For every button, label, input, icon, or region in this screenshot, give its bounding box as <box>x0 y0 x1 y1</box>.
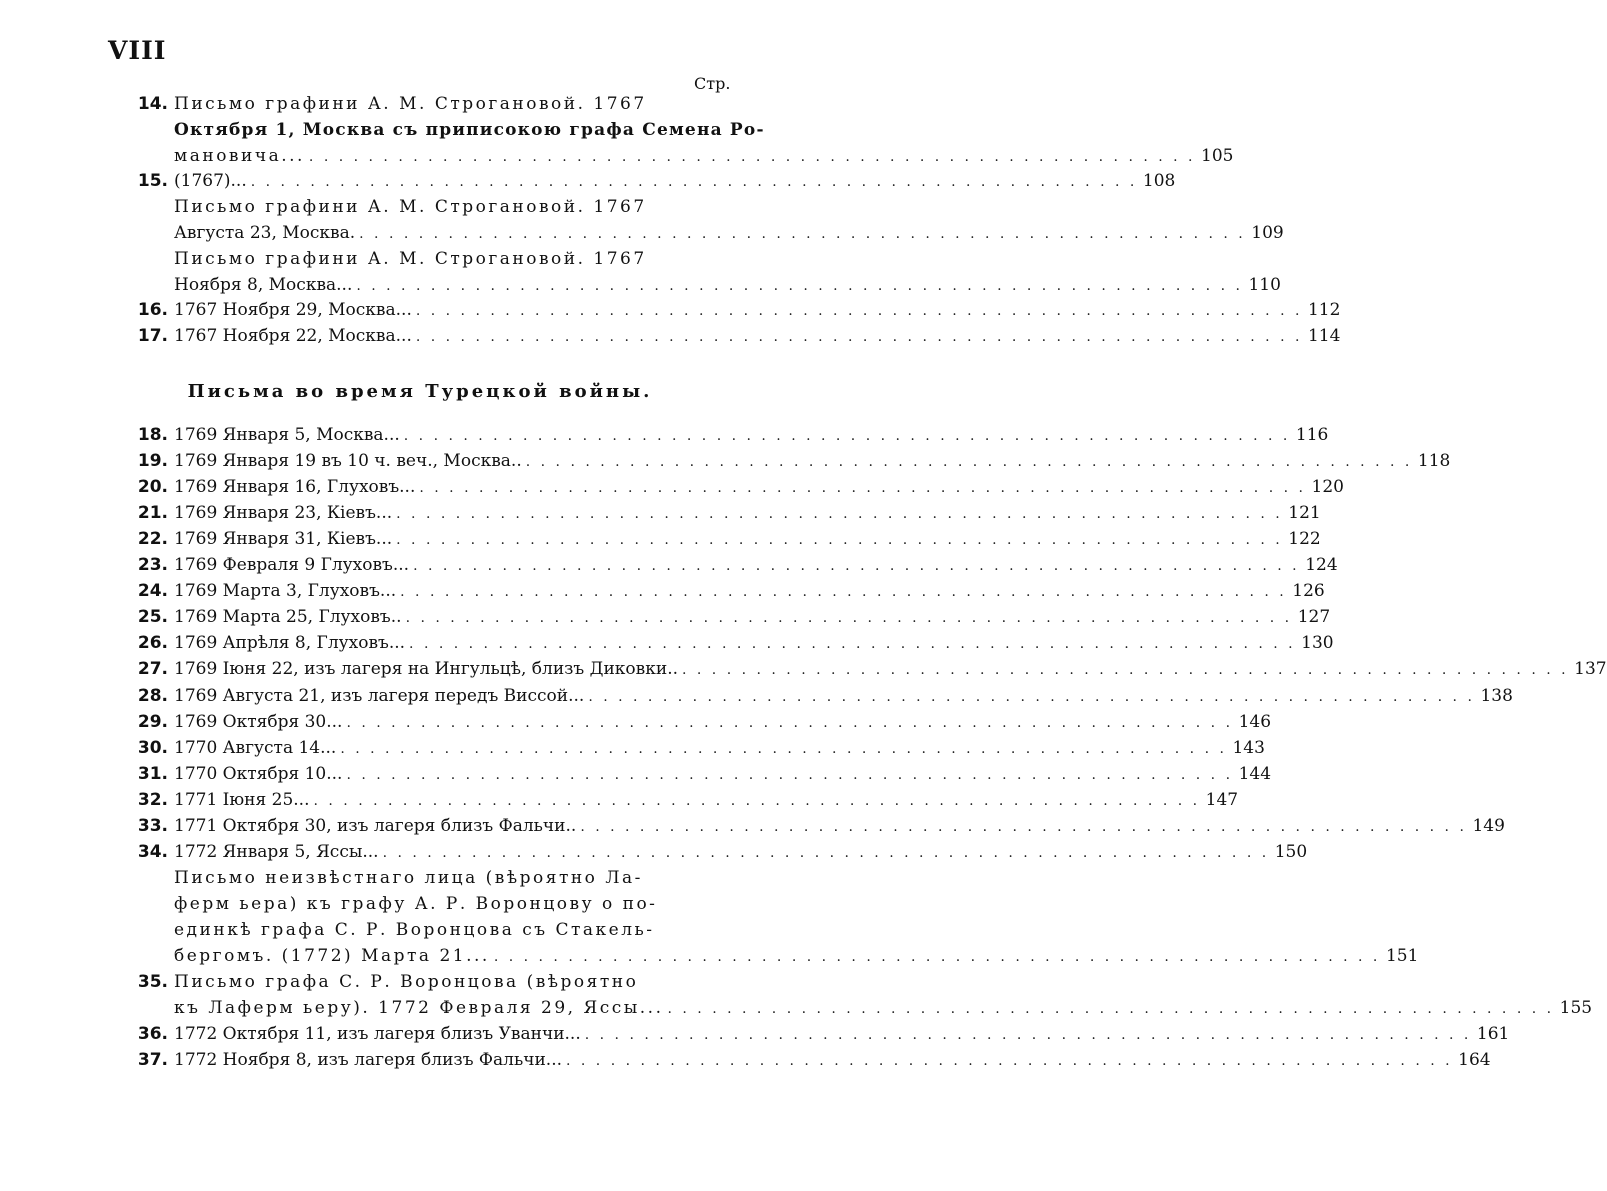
entry-number: 26. <box>137 633 168 654</box>
toc-entry <box>130 422 1329 448</box>
toc-entry <box>130 735 1265 761</box>
toc-entry <box>130 168 1176 194</box>
toc-entry <box>130 683 1513 709</box>
entry-body <box>174 143 1234 170</box>
entry-page-number: 108 <box>1142 171 1176 192</box>
toc-entry <box>130 323 1341 349</box>
entry-body <box>174 422 1329 449</box>
entry-number: 19. <box>137 451 168 472</box>
entry-body <box>174 683 1513 710</box>
entry-number: 21. <box>137 503 168 524</box>
entry-title: 1772 Января 5, Яссы... <box>174 841 379 862</box>
entry-title: Письмо графа С. Р. Воронцова (вѣроятно <box>174 972 639 993</box>
toc-entry <box>130 474 1344 500</box>
dot-leader: . . . . . . . . . . . . . . . . . . . . . . . . . . . . . . . . . . . . . . . . . . . . . . . . . . . . . . . . . . . . <box>396 506 1283 523</box>
toc-entry <box>130 246 726 272</box>
entry-body <box>174 117 765 143</box>
entry-page-number: 151 <box>1385 946 1419 966</box>
dot-leader: . . . . . . . . . . . . . . . . . . . . . . . . . . . . . . . . . . . . . . . . . . . . . . . . . . . . . . . . . . . . <box>250 174 1138 191</box>
entry-body <box>174 813 1505 840</box>
toc-entry <box>130 891 726 917</box>
dot-leader: . . . . . . . . . . . . . . . . . . . . . . . . . . . . . . . . . . . . . . . . . . . . . . . . . . . . . . . . . . . . <box>382 844 1270 861</box>
entry-page-number: 122 <box>1288 529 1321 550</box>
entry-body <box>174 552 1338 579</box>
entry-page-number: 118 <box>1417 451 1451 472</box>
entry-page-number: 105 <box>1201 145 1234 166</box>
entry-number: 35. <box>137 972 168 993</box>
toc-entry <box>130 995 1593 1021</box>
toc-entry <box>130 297 1341 323</box>
toc-entry <box>130 500 1321 526</box>
entry-body <box>174 865 726 891</box>
dot-leader: . . . . . . . . . . . . . . . . . . . . . . . . . . . . . . . . . . . . . . . . . . . . . . . . . . . . . . . . . . . . <box>588 688 1475 705</box>
entry-page-number: 120 <box>1311 477 1344 498</box>
entry-number: 20. <box>137 477 168 498</box>
entry-body <box>174 891 726 917</box>
entry-title: 1769 Марта 25, Глуховъ.. <box>174 607 402 628</box>
entry-number: 32. <box>137 789 168 810</box>
entry-page-number: 126 <box>1292 581 1325 602</box>
dot-leader: . . . . . . . . . . . . . . . . . . . . . . . . . . . . . . . . . . . . . . . . . . . . . . . . . . . . . . . . . . . . <box>346 766 1234 783</box>
entry-number: 25. <box>137 607 168 628</box>
entry-title: 1771 Іюня 25... <box>174 789 310 810</box>
dot-leader: . . . . . . . . . . . . . . . . . . . . . . . . . . . . . . . . . . . . . . . . . . . . . . . . . . . . . . . . . . . . <box>415 303 1303 320</box>
entry-page-number: 121 <box>1288 503 1321 524</box>
toc-entry <box>130 917 726 943</box>
entry-number: 28. <box>137 685 168 706</box>
entry-page-number: 143 <box>1232 737 1265 758</box>
entry-body <box>174 220 1284 247</box>
toc-entry <box>130 117 765 143</box>
dot-leader: . . . . . . . . . . . . . . . . . . . . . . . . . . . . . . . . . . . . . . . . . . . . . . . . . . . . . . . . . . . . <box>667 1001 1555 1018</box>
dot-leader: . . . . . . . . . . . . . . . . . . . . . . . . . . . . . . . . . . . . . . . . . . . . . . . . . . . . . . . . . . . . <box>580 818 1467 835</box>
dot-leader: . . . . . . . . . . . . . . . . . . . . . . . . . . . . . . . . . . . . . . . . . . . . . . . . . . . . . . . . . . . . <box>396 532 1283 549</box>
entry-body <box>174 272 1281 299</box>
toc-entry <box>130 865 726 891</box>
entry-title: 1770 Октября 10... <box>174 763 343 784</box>
toc-entry <box>130 943 1419 969</box>
toc-entry <box>130 656 1607 682</box>
entry-page-number: 110 <box>1248 274 1281 295</box>
entry-body <box>174 969 726 995</box>
entry-page-number: 138 <box>1480 685 1513 706</box>
entry-number: 16. <box>137 300 168 321</box>
entry-body <box>174 474 1344 501</box>
toc-entry <box>130 272 1281 298</box>
toc-entry <box>130 552 1338 578</box>
toc-entry <box>130 578 1325 604</box>
entry-page-number: 164 <box>1458 1050 1491 1071</box>
entry-number: 33. <box>137 815 168 836</box>
entry-title: Письмо неизвѣстнаго лица (вѣроятно Ла- <box>174 867 643 888</box>
entry-page-number: 161 <box>1476 1024 1510 1045</box>
entry-number: 27. <box>137 659 168 680</box>
dot-leader: . . . . . . . . . . . . . . . . . . . . . . . . . . . . . . . . . . . . . . . . . . . . . . . . . . . . . . . . . . . . <box>415 329 1303 346</box>
entry-page-number: 109 <box>1251 223 1284 243</box>
toc-entry <box>130 969 726 995</box>
entry-body <box>174 630 1334 657</box>
entry-number: 31. <box>137 763 168 784</box>
toc-entry <box>130 839 1308 865</box>
entry-body <box>174 995 1593 1022</box>
toc-entry <box>130 220 1284 246</box>
dot-leader: . . . . . . . . . . . . . . . . . . . . . . . . . . . . . . . . . . . . . . . . . . . . . . . . . . . . . . . . . . . . <box>346 714 1234 731</box>
toc-entry <box>130 1021 1510 1047</box>
entry-number: 37. <box>137 1050 168 1071</box>
dot-leader: . . . . . . . . . . . . . . . . . . . . . . . . . . . . . . . . . . . . . . . . . . . . . . . . . . . . . . . . . . . . <box>400 584 1287 601</box>
toc-entry <box>130 91 726 117</box>
toc-entry <box>130 194 726 220</box>
entry-body <box>174 91 726 117</box>
toc-entry <box>130 604 1331 630</box>
entry-number: 14. <box>137 94 168 114</box>
entry-body <box>174 656 1607 683</box>
dot-leader: . . . . . . . . . . . . . . . . . . . . . . . . . . . . . . . . . . . . . . . . . . . . . . . . . . . . . . . . . . . . <box>682 662 1569 679</box>
entry-body <box>174 246 726 272</box>
entry-title: 1769 Апрѣля 8, Глуховъ... <box>174 633 406 654</box>
entry-number: 17. <box>137 326 168 347</box>
toc-entry <box>130 630 1334 656</box>
toc-entry <box>130 448 1451 474</box>
entry-page-number: 112 <box>1307 300 1341 321</box>
entry-title: мановича... <box>174 145 305 166</box>
page-column-header: Стр. <box>694 74 731 93</box>
section-title: Письма во время Турецкой войны. <box>187 381 653 402</box>
dot-leader: . . . . . . . . . . . . . . . . . . . . . . . . . . . . . . . . . . . . . . . . . . . . . . . . . . . . . . . . . . . . <box>566 1053 1453 1070</box>
entry-title: бергомъ. (1772) Марта 21... <box>174 946 490 966</box>
entry-title: 1769 Февраля 9 Глуховъ... <box>174 555 410 576</box>
entry-body <box>174 787 1239 814</box>
entry-title: 1767 Ноября 29, Москва... <box>174 300 412 321</box>
toc-entry <box>130 813 1505 839</box>
entry-body <box>174 839 1308 866</box>
entry-number: 15. <box>137 171 168 192</box>
entry-body <box>174 709 1272 736</box>
dot-leader: . . . . . . . . . . . . . . . . . . . . . . . . . . . . . . . . . . . . . . . . . . . . . . . . . . . . . . . . . . . . <box>584 1027 1472 1044</box>
entry-page-number: 137 <box>1574 659 1607 680</box>
entry-title: 1769 Января 31, Кіевъ... <box>174 529 393 550</box>
toc-entry <box>130 143 1234 169</box>
entry-body <box>174 1047 1491 1074</box>
entry-body <box>174 761 1272 788</box>
entry-number: 34. <box>137 841 168 862</box>
toc-entry <box>130 787 1239 813</box>
entry-number: 30. <box>137 737 168 758</box>
entry-page-number: 124 <box>1305 555 1338 576</box>
entry-title: Письмо графини А. М. Строгановой. 1767 <box>174 94 647 114</box>
entry-body <box>174 526 1321 553</box>
dot-leader: . . . . . . . . . . . . . . . . . . . . . . . . . . . . . . . . . . . . . . . . . . . . . . . . . . . . . . . . . . . . <box>525 454 1413 471</box>
entry-body <box>174 1021 1510 1048</box>
entry-body <box>174 323 1341 350</box>
entry-title: 1769 Января 23, Кіевъ... <box>174 503 393 524</box>
entry-number: 23. <box>137 555 168 576</box>
entry-body <box>174 943 1419 970</box>
entry-number: 22. <box>137 529 168 550</box>
dot-leader: . . . . . . . . . . . . . . . . . . . . . . . . . . . . . . . . . . . . . . . . . . . . . . . . . . . . . . . . . . . . <box>356 277 1243 294</box>
entry-title: 1772 Ноября 8, изъ лагеря близъ Фальчи... <box>174 1050 562 1071</box>
entry-title: 1769 Января 16, Глуховъ... <box>174 477 416 498</box>
dot-leader: . . . . . . . . . . . . . . . . . . . . . . . . . . . . . . . . . . . . . . . . . . . . . . . . . . . . . . . . . . . . <box>340 740 1227 757</box>
entry-title: Августа 23, Москва. <box>174 223 356 243</box>
toc-entry <box>130 709 1272 735</box>
toc-entry <box>130 1047 1491 1073</box>
entry-number: 24. <box>137 581 168 602</box>
entry-body <box>174 168 1176 195</box>
dot-leader: . . . . . . . . . . . . . . . . . . . . . . . . . . . . . . . . . . . . . . . . . . . . . . . . . . . . . . . . . . . . <box>413 558 1300 575</box>
entry-title: Ноября 8, Москва... <box>174 274 353 295</box>
entry-title: 1771 Октября 30, изъ лагеря близъ Фальчи.. <box>174 815 577 836</box>
entry-page-number: 155 <box>1559 998 1593 1019</box>
dot-leader: . . . . . . . . . . . . . . . . . . . . . . . . . . . . . . . . . . . . . . . . . . . . . . . . . . . . . . . . . . . . <box>313 792 1201 809</box>
entry-title: 1772 Октября 11, изъ лагеря близъ Уванчи... <box>174 1024 581 1045</box>
entry-number: 36. <box>137 1024 168 1045</box>
entry-body <box>174 448 1451 475</box>
toc-entry <box>130 526 1321 552</box>
entry-title: 1769 Августа 21, изъ лагеря передъ Виссой... <box>174 685 585 706</box>
entry-page-number: 127 <box>1297 607 1331 628</box>
dot-leader: . . . . . . . . . . . . . . . . . . . . . . . . . . . . . . . . . . . . . . . . . . . . . . . . . . . . . . . . . . . . <box>308 148 1196 165</box>
entry-body <box>174 604 1331 631</box>
entry-title: 1769 Января 19 въ 10 ч. веч., Москва.. <box>174 451 522 472</box>
entry-title: 1769 Марта 3, Глуховъ... <box>174 581 397 602</box>
entry-body <box>174 735 1265 762</box>
entry-body <box>174 194 726 220</box>
entry-page-number: 146 <box>1238 711 1272 732</box>
entry-page-number: 116 <box>1295 425 1329 445</box>
entry-title: 1769 Іюня 22, изъ лагеря на Ингульцѣ, близъ Диковки.. <box>174 659 678 680</box>
dot-leader: . . . . . . . . . . . . . . . . . . . . . . . . . . . . . . . . . . . . . . . . . . . . . . . . . . . . . . . . . . . . <box>359 226 1246 242</box>
entry-body <box>174 917 726 943</box>
toc-entry <box>130 761 1272 787</box>
entry-title: ферм ьера) къ графу А. Р. Воронцову о по- <box>174 893 658 914</box>
entry-page-number: 147 <box>1205 789 1239 810</box>
entry-title: 1767 Ноября 22, Москва... <box>174 326 412 347</box>
entry-title: 1769 Октября 30... <box>174 711 343 732</box>
entry-page-number: 144 <box>1238 763 1272 784</box>
entry-title: къ Лаферм ьеру). 1772 Февраля 29, Яссы... <box>174 998 664 1019</box>
entry-title: единкѣ графа С. Р. Воронцова съ Стакель- <box>174 919 655 940</box>
entry-page-number: 150 <box>1274 841 1308 862</box>
page-number: VIII <box>108 36 167 65</box>
entry-page-number: 114 <box>1307 326 1341 347</box>
entry-title: Письмо графини А. М. Строгановой. 1767 <box>174 197 647 218</box>
entry-number: 29. <box>137 711 168 732</box>
entry-page-number: 149 <box>1472 815 1505 836</box>
entry-title: Октября 1, Москва съ приписокою графа Семена Ро- <box>174 119 765 140</box>
entry-title: (1767)... <box>174 171 247 192</box>
entry-body <box>174 500 1321 527</box>
entry-body <box>174 297 1341 324</box>
dot-leader: . . . . . . . . . . . . . . . . . . . . . . . . . . . . . . . . . . . . . . . . . . . . . . . . . . . . . . . . . . . . <box>419 480 1306 497</box>
dot-leader: . . . . . . . . . . . . . . . . . . . . . . . . . . . . . . . . . . . . . . . . . . . . . . . . . . . . . . . . . . . . <box>409 636 1296 653</box>
entry-page-number: 130 <box>1301 633 1334 654</box>
entry-title: 1770 Августа 14... <box>174 737 337 758</box>
entry-body <box>174 578 1325 605</box>
entry-title: Письмо графини А. М. Строгановой. 1767 <box>174 248 647 269</box>
dot-leader: . . . . . . . . . . . . . . . . . . . . . . . . . . . . . . . . . . . . . . . . . . . . . . . . . . . . . . . . . . . . <box>403 428 1291 444</box>
dot-leader: . . . . . . . . . . . . . . . . . . . . . . . . . . . . . . . . . . . . . . . . . . . . . . . . . . . . . . . . . . . . <box>405 610 1293 627</box>
entry-number: 18. <box>137 425 168 445</box>
dot-leader: . . . . . . . . . . . . . . . . . . . . . . . . . . . . . . . . . . . . . . . . . . . . . . . . . . . . . . . . . . . . <box>493 949 1381 965</box>
entry-title: 1769 Января 5, Москва... <box>174 425 400 445</box>
